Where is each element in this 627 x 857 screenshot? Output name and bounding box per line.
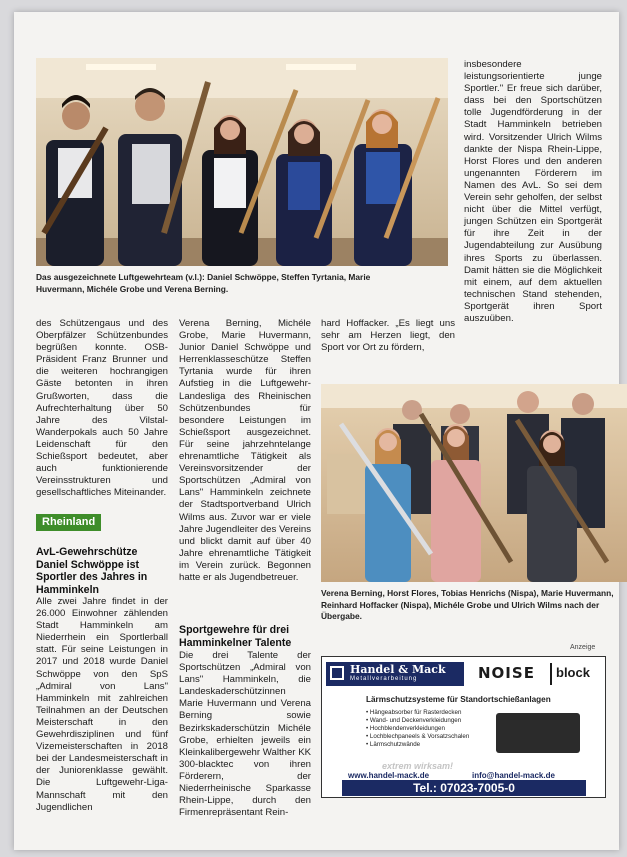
- magazine-page: [14, 12, 619, 850]
- bottom-photo-caption: Verena Berning, Horst Flores, Tobias Henrichs (Nispa), Marie Huvermann, Reinhard Hoffacker (Nispa), Michéle Grobe und Ulrich Wilms nach der Übergabe.: [321, 588, 614, 622]
- col1-body-text: Alle zwei Jahre findet in der 26.000 Einwohner zählenden Stadt Hamminkeln am Niederrhein ein Sportlerball statt. Für seine Leistungen in 2017 und 2018 wurde Daniel Schwöppe von den SpS „Admiral von Lans" Hamminkeln mit zahlreichen Teilnahmen an der Deutschen Meisterschaft in den Gewehrdisziplinen und fünf Vizemeisterschaften in 2018 bei der Landesmeisterschaft in der Juniorenklasse gewählt. Die Luftgewehr-Liga-Mannschaft mit den Jugendlichen: [36, 596, 168, 813]
- article-title: AvL-Gewehrschütze Daniel Schwöppe ist Sportler des Jahres in Hamminkeln: [36, 546, 148, 596]
- col1-top-text: des Schützengaus und des Oberpfälzer Schützenbundes begrüßen konnte. OSB-Präsident Franz Brunner und die weiteren hochrangigen Gäste betonten in ihren Grußworten, dass die Aufrechterhaltung über 50 Jahre des Vilstal-Wanderpokals auch 50 Jahre Leidenschaft für den Schießsport bedeutet, aber auch funktionierende Vereinsstrukturen und gesellschaftliches Miteinander.: [36, 318, 168, 499]
- col2-body-text: Verena Berning, Michéle Grobe, Marie Huvermann, Junior Daniel Schwöppe und Herrenklasseschütze Steffen Tyrtania wurde für ihren Aufstieg in die Luftgewehr-Landesliga des Rheinischen Schützenbundes für besondere Leistungen im Schießsport ausgezeichnet. Für seine jahrzehntelange ehrenamtliche Tätigkeit als Vereinsvorsitzender der Sportschützen „Admiral von Lans" Hamminkeln zeichnete der Stadtsportverband Ulrich Wilms aus. Zuvor war er viele Jahre Jugendleiter des Vereins und blickt damit auf über 40 Jahre ehrenamtliche Tätigkeit im Verein zurück. Begonnen hatte er als Jugendbetreuer.: [179, 318, 311, 583]
- region-label: Rheinland: [36, 514, 101, 531]
- logo-square-icon: [330, 666, 344, 680]
- ad-feature-item: • Lärmschutzwände: [366, 741, 421, 748]
- ad-headline: Lärmschutzsysteme für Standortschießanlagen: [366, 695, 551, 704]
- ad-feature-item: • Wand- und Deckenverkleidungen: [366, 717, 462, 724]
- ad-feature-item: • Lochblechpaneels & Vorsatzschalen: [366, 733, 470, 740]
- ad-website-link[interactable]: www.handel-mack.de: [348, 771, 430, 780]
- block-text: block: [556, 665, 590, 680]
- ad-product-image: [496, 713, 580, 753]
- team-photo: [36, 58, 448, 266]
- handover-photo: [321, 384, 627, 582]
- ad-phone-bar: [342, 780, 586, 796]
- right-column-text: insbesondere leistungsorientierte junge Sportler." Er freue sich darüber, dass bei den Sportschützen tolle Jugendförderung in der Stadt Hamminkeln betrieben wird. Vorsitzender Ulrich Wilms dankte der Nispa Rhein-Lippe, Horst Flores und den anderen ungenannten Förderern im Namen des AvL. So sei dem Verein sehr geholfen, der selbst nicht über die Mittel verfügt, jungen Schützen ein Sportgerät für ihre Zeit in der Jugendabteilung zur Ausübung ihres Sports zu überlassen. Damit hätten sie die Möglichkeit mit einem, auf dem aktuellen technischen Stand stehenden, Sportgerät ihren Sport auszuüben.: [464, 59, 602, 324]
- brand-sub: Metallverarbeitung: [350, 676, 418, 682]
- ad-feature-item: • Hängeabsorber für Rasterdecken: [366, 709, 462, 716]
- handel-mack-logo: [326, 662, 464, 686]
- subheading: Sportgewehre für drei Hamminkelner Talente: [179, 624, 292, 649]
- noise-text: NOISE: [478, 664, 535, 682]
- col3-snippet-text: hard Hoffacker. „Es liegt uns sehr am Herzen liegt, den Sport vor Ort zu fördern,: [321, 318, 455, 354]
- ad-email-link[interactable]: info@handel-mack.de: [472, 771, 555, 780]
- ad-feature-item: • Hochblendenverkleidungen: [366, 725, 445, 732]
- noiseblock-logo: [476, 663, 602, 685]
- ad-slogan: extrem wirksam!: [382, 761, 454, 771]
- top-photo-caption: Das ausgezeichnete Luftgewehrteam (v.l.): Daniel Schwöppe, Steffen Tyrtania, Marie Huvermann, Michéle Grobe und Verena Berning.: [36, 272, 371, 294]
- ad-feature-list: [366, 709, 469, 749]
- advertisement[interactable]: [321, 656, 606, 798]
- col2-sub-body-text: Die drei Talente der Sportschützen „Admiral von Lans" Hamminkeln, die Landeskaderschützinnen Marie Huvermann und Verena Berning sowie Bezirkskaderschützin Michéle Grobe, erhielten jeweils ein Kleinkalibergewehr Walther KK 300-blacktec von ihren Förderern, der Niederrheinische Sparkasse Rhein-Lippe, durch den Firmenrepräsentant Rein-: [179, 650, 311, 819]
- ad-label: Anzeige: [570, 644, 596, 651]
- brand-name: Handel & Mack: [350, 663, 446, 676]
- logo-divider: [550, 663, 552, 685]
- ad-phone: Tel.: 07023-7005-0: [413, 781, 515, 795]
